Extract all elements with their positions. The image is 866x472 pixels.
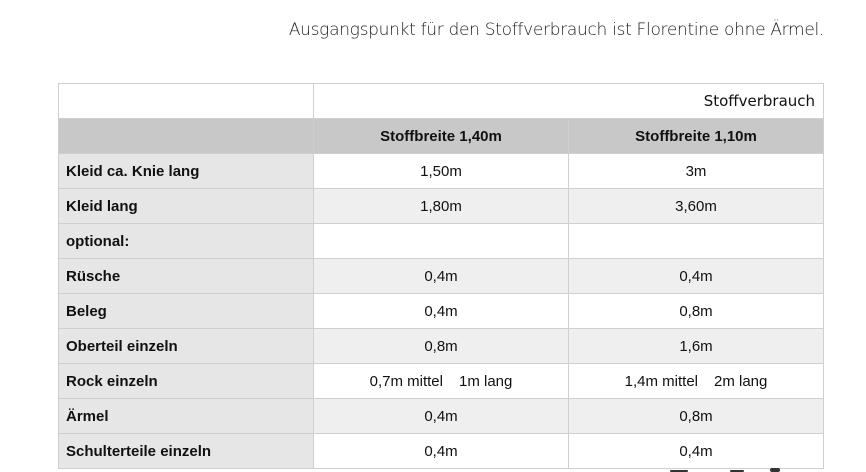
row-label: Ärmel (59, 399, 314, 434)
row-label: optional: (59, 224, 314, 259)
row-label: Rüsche (59, 259, 314, 294)
row-label: Kleid lang (59, 189, 314, 224)
table-row (59, 294, 824, 329)
empty-corner-cell (59, 84, 314, 119)
cell-width-110: 0,4m (569, 259, 824, 294)
table-row (59, 154, 824, 189)
cell-width-140: 1,50m (314, 154, 569, 189)
table-row (59, 399, 824, 434)
value-medium: 0,7m mittel (369, 372, 443, 390)
column-header-width-110: Stoffbreite 1,10m (569, 119, 824, 154)
intro-text: Ausgangspunkt für den Stoffverbrauch ist Florentine ohne Ärmel. (288, 20, 824, 40)
row-label: Rock einzeln (59, 364, 314, 399)
fabric-consumption-table (58, 83, 824, 469)
cell-width-110: 0,8m (569, 294, 824, 329)
value-medium: 1,4m mittel (624, 372, 698, 390)
cell-width-140: 0,4m (314, 434, 569, 469)
table-row (59, 329, 824, 364)
value-long: 1m lang (458, 372, 513, 390)
cell-width-140 (314, 224, 569, 259)
cell-width-140: 0,4m (314, 399, 569, 434)
cell-width-110 (569, 224, 824, 259)
header-blank-cell (59, 119, 314, 154)
value-long: 2m lang (714, 372, 768, 390)
cell-width-110: 3m (569, 154, 824, 189)
table-row (59, 224, 824, 259)
table-row (59, 364, 824, 399)
table-header-row (59, 119, 824, 154)
cell-width-110: 0,8m (569, 399, 824, 434)
cell-width-140 (314, 364, 569, 399)
cell-width-110: 0,4m (569, 434, 824, 469)
row-label: Oberteil einzeln (59, 329, 314, 364)
cropped-text-fragment (630, 466, 790, 472)
row-label: Beleg (59, 294, 314, 329)
cell-width-110: 3,60m (569, 189, 824, 224)
cell-width-110 (569, 364, 824, 399)
column-header-width-140: Stoffbreite 1,40m (314, 119, 569, 154)
table-row (59, 259, 824, 294)
cell-width-140: 0,8m (314, 329, 569, 364)
cell-width-110: 1,6m (569, 329, 824, 364)
cell-width-140: 0,4m (314, 259, 569, 294)
cell-width-140: 1,80m (314, 189, 569, 224)
table-row (59, 434, 824, 469)
row-label: Kleid ca. Knie lang (59, 154, 314, 189)
row-label: Schulterteile einzeln (59, 434, 314, 469)
table-title-row (59, 84, 824, 119)
table-row (59, 189, 824, 224)
cell-width-140: 0,4m (314, 294, 569, 329)
table-title: Stoffverbrauch (314, 84, 824, 119)
